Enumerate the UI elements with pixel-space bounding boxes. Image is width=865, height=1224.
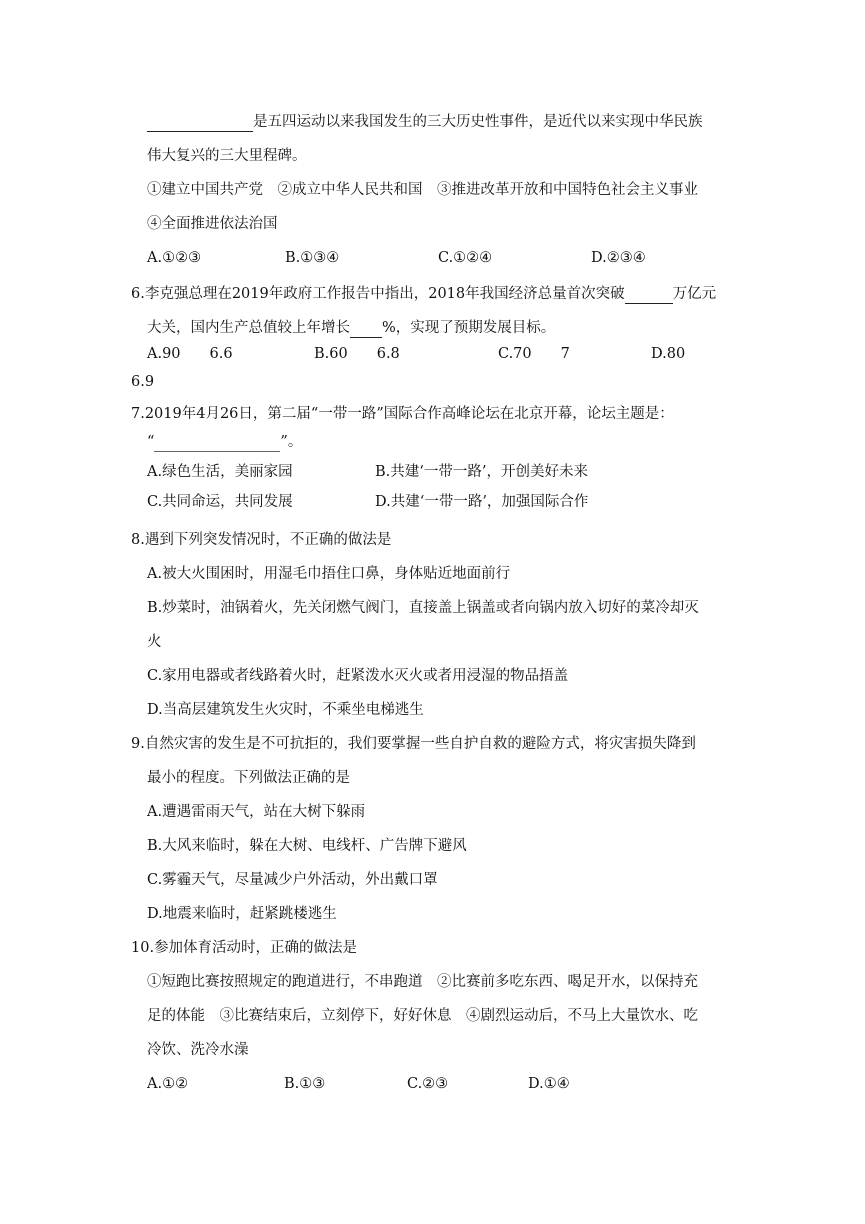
answer-blank [350, 321, 382, 338]
q7-quote-close: ”。 [280, 434, 303, 450]
q5-items-line1: ①建立中国共产党 ②成立中华人民共和国 ③推进改革开放和中国特色社会主义事业 [147, 182, 698, 198]
q7-stem: 7.2019年4月26日，第二届“一带一路”国际合作高峰论坛在北京开幕，论坛主题是： [131, 406, 674, 422]
q10-items-line3: 冷饮、洗冷水澡 [147, 1042, 249, 1058]
q5-stem-line2: 伟大复兴的三大里程碑。 [147, 148, 307, 164]
q6-option-c: C.70 7 [498, 346, 570, 362]
q9-option-a: A.遭遇雷雨天气，站在大树下躲雨 [147, 804, 366, 820]
q6-stem-line2-part1: 大关，国内生产总值较上年增长 [147, 320, 350, 336]
q7-option-d: D.共建‘一带一路’，加强国际合作 [375, 494, 589, 510]
q10-option-a: A.①② [147, 1076, 189, 1092]
q7-quote-open: “ [147, 434, 155, 450]
q8-option-b: B.炒菜时，油锅着火，先关闭燃气阀门，直接盖上锅盖或者向锅内放入切好的菜冷却灭 [147, 600, 699, 616]
q8-stem: 8.遇到下列突发情况时，不正确的做法是 [131, 532, 392, 548]
q10-option-b: B.①③ [284, 1076, 326, 1092]
q5-stem-tail: 是五四运动以来我国发生的三大历史性事件，是近代以来实现中华民族 [253, 114, 703, 130]
q7-option-b: B.共建‘一带一路’，开创美好未来 [375, 464, 588, 480]
answer-blank [625, 287, 673, 304]
q6-stem-part2: 万亿元 [672, 286, 717, 302]
q5-option-b: B.①③④ [285, 250, 340, 266]
q9-option-d: D.地震来临时，赶紧跳楼逃生 [147, 906, 337, 922]
q6-option-a: A.90 6.6 [147, 346, 233, 362]
q6-option-d: D.80 [651, 346, 686, 362]
q10-option-c: C.②③ [407, 1076, 449, 1092]
q8-option-c: C.家用电器或者线路着火时，赶紧泼水灭火或者用浸湿的物品捂盖 [147, 668, 569, 684]
q5-stem-line1 [147, 112, 703, 132]
q5-items-line2: ④全面推进依法治国 [147, 216, 278, 232]
q9-stem-line1: 9.自然灾害的发生是不可抗拒的，我们要掌握一些自护自救的避险方式，将灾害损失降到 [131, 736, 696, 752]
q6-stem-line1 [131, 284, 716, 304]
q6-stem-line2-part2: %，实现了预期发展目标。 [382, 320, 556, 336]
q8-option-d: D.当高层建筑发生火灾时，不乘坐电梯逃生 [147, 702, 424, 718]
q9-option-c: C.雾霾天气，尽量减少户外活动，外出戴口罩 [147, 872, 438, 888]
q10-option-d: D.①④ [528, 1076, 570, 1092]
q5-option-d: D.②③④ [591, 250, 646, 266]
q8-option-b-cont: 火 [147, 634, 162, 650]
q5-option-c: C.①②④ [438, 250, 493, 266]
q6-option-d-overflow: 6.9 [131, 374, 155, 390]
q5-option-a: A.①②③ [147, 250, 202, 266]
q8-option-a: A.被大火围困时，用湿毛巾捂住口鼻，身体贴近地面前行 [147, 566, 511, 582]
q7-theme-blank-line [147, 432, 302, 452]
q9-stem-line2: 最小的程度。下列做法正确的是 [147, 770, 350, 786]
answer-blank [154, 435, 280, 452]
q6-stem-line2 [147, 318, 555, 338]
q9-option-b: B.大风来临时，躲在大树、电线杆、广告牌下避风 [147, 838, 467, 854]
answer-blank [147, 115, 253, 132]
q7-option-c: C.共同命运，共同发展 [147, 494, 293, 510]
q7-option-a: A.绿色生活，美丽家园 [147, 464, 293, 480]
q10-items-line2: 足的体能 ③比赛结束后，立刻停下，好好休息 ④剧烈运动后，不马上大量饮水、吃 [147, 1008, 698, 1024]
q6-stem-part1: 6.李克强总理在2019年政府工作报告中指出，2018年我国经济总量首次突破 [131, 286, 625, 302]
q10-items-line1: ①短跑比赛按照规定的跑道进行，不串跑道 ②比赛前多吃东西、喝足开水，以保持充 [147, 974, 698, 990]
q6-option-b: B.60 6.8 [314, 346, 400, 362]
q10-stem: 10.参加体育活动时，正确的做法是 [131, 940, 358, 956]
